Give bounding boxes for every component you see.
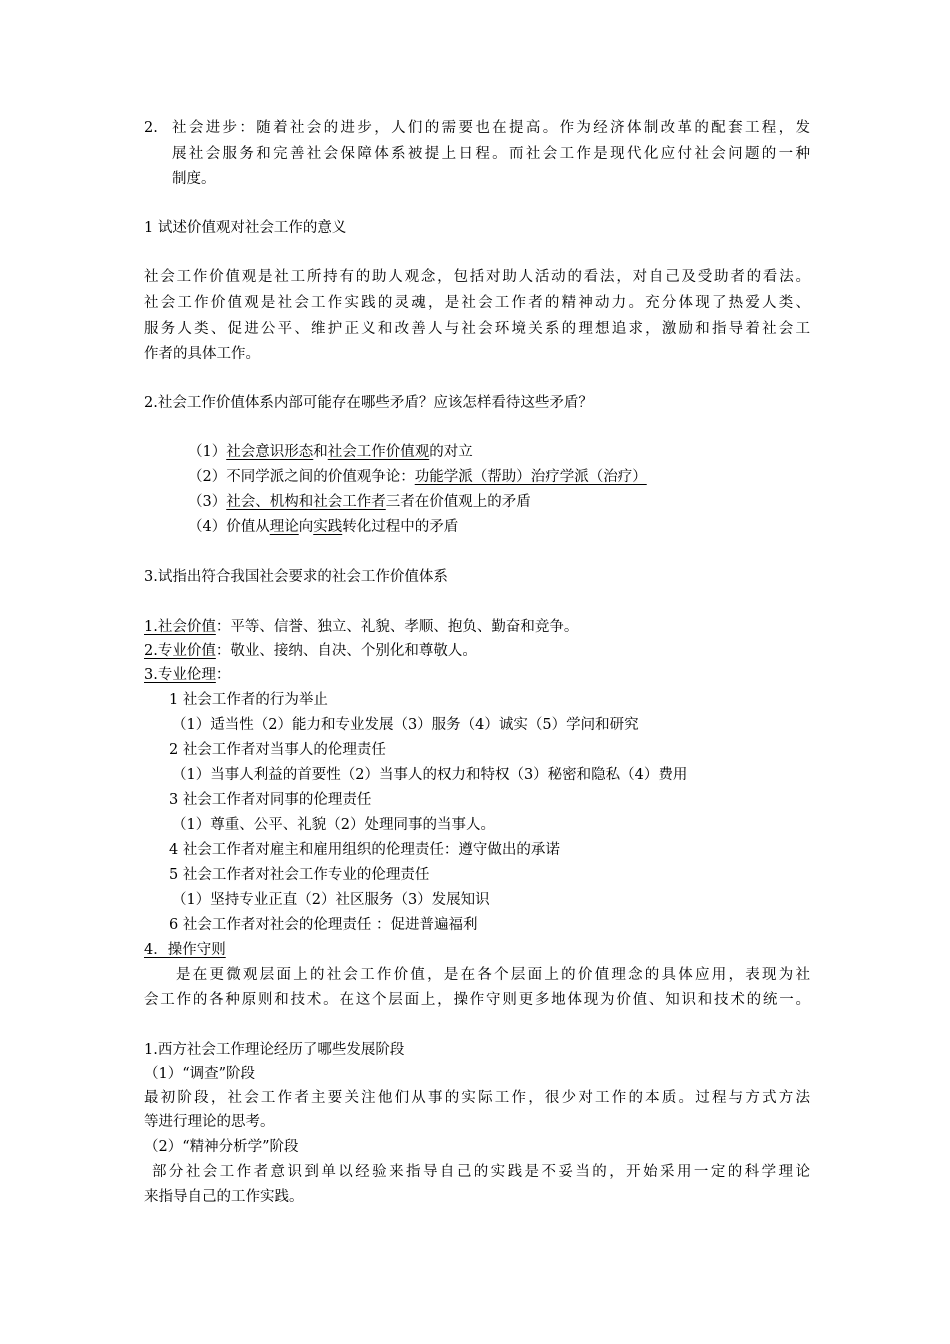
ethics-heading: 3 社会工作者对同事的伦理责任 (169, 792, 372, 808)
stage-1-line: 等进行理论的思考。 (144, 1114, 275, 1130)
item2-number: 2. (144, 120, 158, 136)
question-2-title: 2.社会工作价值体系内部可能存在哪些矛盾？应该怎样看待这些矛盾？ (144, 395, 593, 411)
ethics-detail: （1）适当性（2）能力和专业发展（3）服务（4）诚实（5）学问和研究 (172, 717, 639, 733)
stage-2-line: 部分社会工作者意识到单以经验来指导自己的实践是不妥当的，开始采用一定的科学理论 (152, 1164, 810, 1180)
ethics-heading: 6 社会工作者对社会的伦理责任 ：促进普遍福利 (169, 917, 478, 933)
operation-rules-line: 是在更微观层面上的社会工作价值，是在各个层面上的价值理念的具体应用，表现为社 (176, 967, 810, 983)
professional-value-label: 2.专业价值 (144, 643, 216, 659)
q1-answer-line: 作者的具体工作。 (144, 346, 260, 362)
professional-ethics: 3.专业伦理： (144, 667, 231, 683)
stage-2-line: 来指导自己的工作实践。 (144, 1189, 304, 1205)
contradiction-3: （3）社会、机构和社会工作者三者在价值观上的矛盾 (188, 494, 531, 510)
professional-ethics-label: 3.专业伦理 (144, 667, 216, 683)
ethics-detail: （1）坚持专业正直（2）社区服务（3）发展知识 (172, 892, 490, 908)
operation-rules-line: 会工作的各种原则和技术。在这个层面上，操作守则更多地体现为价值、知识和技术的统一。 (144, 992, 810, 1008)
q1-answer-line: 社会工作价值观是社会工作实践的灵魂，是社会工作者的精神动力。充分体现了热爱人类、 (144, 295, 810, 311)
ethics-heading: 2 社会工作者对当事人的伦理责任 (169, 742, 386, 758)
operation-rules-label: 4．操作守则 (144, 942, 226, 958)
western-theory-title: 1.西方社会工作理论经历了哪些发展阶段 (144, 1042, 405, 1058)
q1-answer-line: 服务人类、促进公平、维护正义和改善人与社会环境关系的理想追求，激励和指导着社会工 (144, 321, 810, 337)
stage-1-line: 最初阶段，社会工作者主要关注他们从事的实际工作，很少对工作的本质。过程与方式方法 (144, 1090, 810, 1106)
social-value-label: 1.社会价值 (144, 619, 216, 635)
stage-1-title: （1）“调查”阶段 (144, 1066, 256, 1082)
q1-answer-line: 社会工作价值观是社工所持有的助人观念，包括对助人活动的看法，对自己及受助者的看法。 (144, 269, 810, 285)
item2-line-2: 展社会服务和完善社会保障体系被提上日程。而社会工作是现代化应付社会问题的一种 (172, 146, 810, 162)
contradiction-4: （4）价值从理论向实践转化过程中的矛盾 (188, 519, 459, 535)
question-3-title: 3.试指出符合我国社会要求的社会工作价值体系 (144, 569, 448, 585)
contradiction-1: （1）社会意识形态和社会工作价值观的对立 (188, 444, 473, 460)
ethics-heading: 5 社会工作者对社会工作专业的伦理责任 (169, 867, 430, 883)
item2-line-1: 社会进步：随着社会的进步，人们的需要也在提高。作为经济体制改革的配套工程，发 (172, 120, 810, 136)
item2-line-3: 制度。 (172, 171, 216, 187)
question-1-title: 1 试述价值观对社会工作的意义 (144, 220, 347, 236)
operation-rules (144, 940, 226, 960)
contradiction-2: （2）不同学派之间的价值观争论：功能学派（帮助）治疗学派（治疗） (188, 469, 647, 485)
ethics-detail: （1）当事人利益的首要性（2）当事人的权力和特权（3）秘密和隐私（4）费用 (172, 767, 688, 783)
ethics-heading: 4 社会工作者对雇主和雇用组织的伦理责任：遵守做出的承诺 (169, 842, 560, 858)
professional-value: 2.专业价值：敬业、接纳、自决、个别化和尊敬人。 (144, 643, 477, 659)
social-value: 1.社会价值：平等、信誉、独立、礼貌、孝顺、抱负、勤奋和竞争。 (144, 619, 579, 635)
stage-2-title: （2）“精神分析学”阶段 (144, 1139, 299, 1155)
ethics-heading: 1 社会工作者的行为举止 (169, 692, 328, 708)
ethics-detail: （1）尊重、公平、礼貌（2）处理同事的当事人。 (172, 817, 495, 833)
